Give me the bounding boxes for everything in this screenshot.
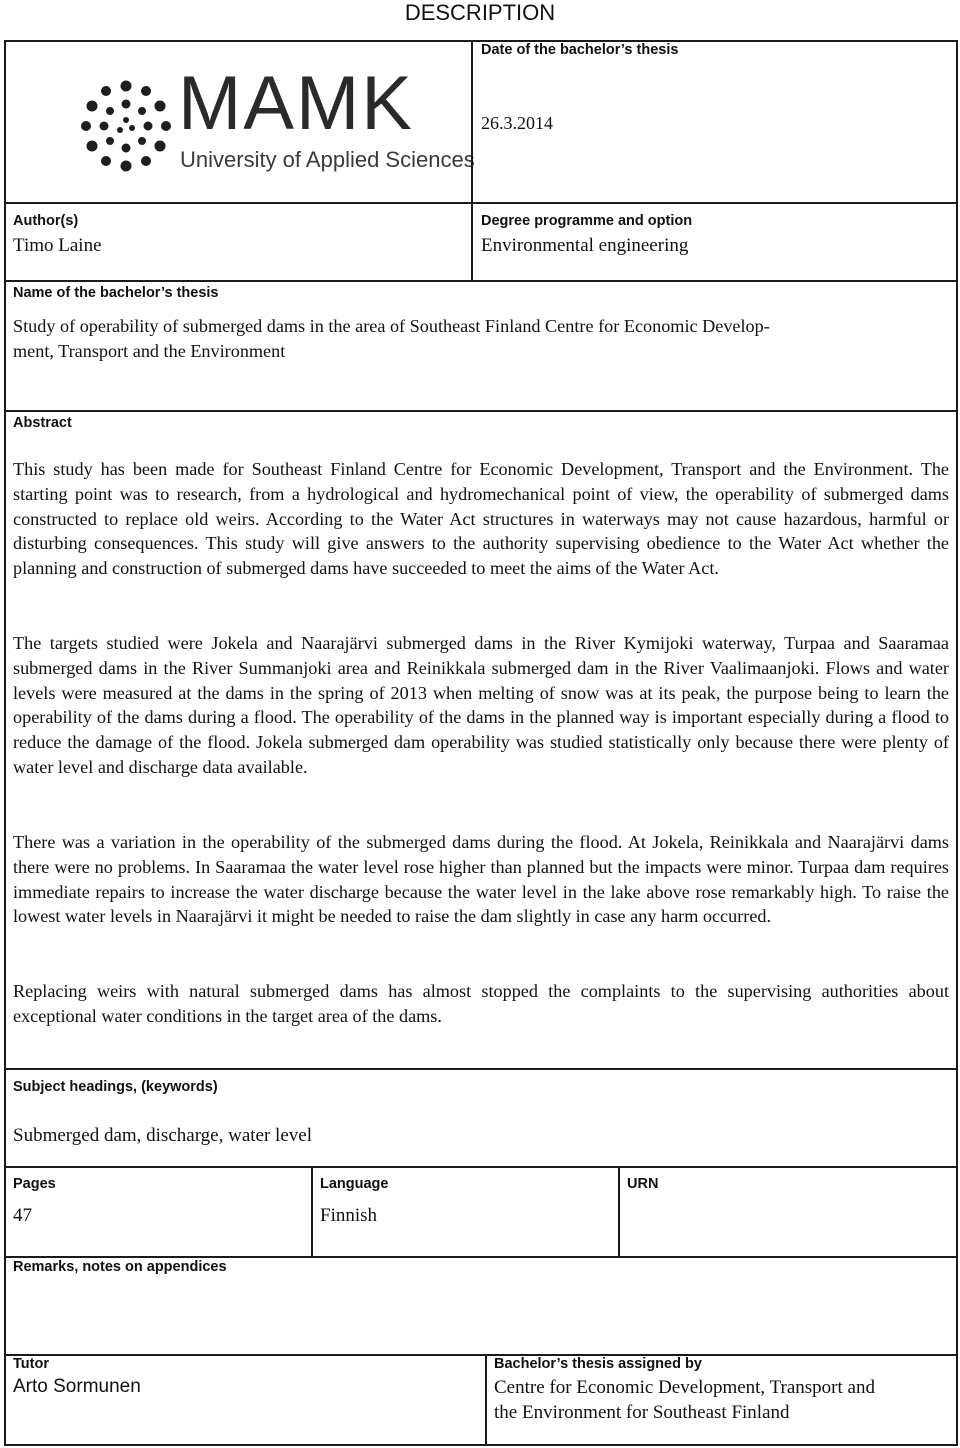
tutor-value: Arto Sormunen xyxy=(13,1376,141,1397)
abstract-label: Abstract xyxy=(13,415,72,431)
degree-cell xyxy=(471,202,958,282)
language-value: Finnish xyxy=(320,1205,378,1226)
author-value: Timo Laine xyxy=(13,235,102,256)
abstract-cell xyxy=(4,410,958,1070)
pages-cell xyxy=(4,1166,313,1258)
thesis-name-cell xyxy=(4,280,958,412)
urn-cell xyxy=(618,1166,958,1258)
date-label: Date of the bachelor’s thesis xyxy=(481,42,679,58)
date-value: 26.3.2014 xyxy=(481,113,553,133)
keywords-cell xyxy=(4,1068,958,1168)
author-cell xyxy=(4,202,473,282)
mamk-logo xyxy=(78,61,475,176)
pages-label: Pages xyxy=(13,1176,56,1192)
language-label: Language xyxy=(320,1176,389,1192)
pages-value: 47 xyxy=(13,1205,32,1226)
abstract-paragraph-1: This study has been made for Southeast Finland Centre for Economic Development, Transport and the Environment. The starting point was to research, from a hydrological and hydromechanical point of view, the operability of submerged dams constructed to replace old weirs. According to the Water Act structures in waterways may not cause hazardous, harmful or disturbing consequences. This study will give answers to the authority supervising obedience to the Water Act whether the planning and construction of submerged dams have succeeded to meet the aims of the Water Act. xyxy=(13,459,949,579)
degree-label: Degree programme and option xyxy=(481,213,693,229)
abstract-paragraph-3: There was a variation in the operability of the submerged dams during the flood. At Jokela, Reinikkala and Naarajärvi dams there were no problems. In Saaramaa the water level rose higher than planned but the impacts were minor. Turpaa dam requires immediate repairs to increase the water discharge because the water level in the lake above rose remarkably high. To raise the lowest water levels in Naarajärvi it might be needed to raise the dam slightly in case any harm occurred. xyxy=(13,832,949,927)
remarks-cell xyxy=(4,1256,958,1356)
tutor-label: Tutor xyxy=(13,1356,49,1372)
logo-subtitle: University of Applied Sciences xyxy=(180,147,475,172)
abstract-paragraph-2: The targets studied were Jokela and Naarajärvi submerged dams in the River Kymijoki waterway, Turpaa and Saaramaa submerged dams in the River Summanjoki area and Reinikkala submerged dam in the River Vaalimaanjoki. Flows and water levels were measured at the dams in the spring of 2013 when melting of snow was at its peak, the purpose being to learn the operability of the dams during a flood. The operability of the dams in the planned way is important especially during a flood to reduce the damage of the flood. Jokela submerged dam operability was studied statistically only because there were plenty of water level and discharge data available. xyxy=(13,633,949,777)
date-cell xyxy=(471,40,958,204)
remarks-label: Remarks, notes on appendices xyxy=(13,1259,227,1275)
degree-value: Environmental engineering xyxy=(481,235,689,256)
thesis-name-line-2: ment, Transport and the Environment xyxy=(13,341,286,361)
keywords-value: Submerged dam, discharge, water level xyxy=(13,1125,312,1146)
logo-cell xyxy=(4,40,473,204)
dot-circle-icon xyxy=(78,78,174,174)
assigned-by-line-2: the Environment for Southeast Finland xyxy=(494,1402,790,1423)
logo-wordmark: MAMK xyxy=(178,61,414,146)
page-heading: DESCRIPTION xyxy=(404,0,556,25)
keywords-label: Subject headings, (keywords) xyxy=(13,1079,218,1095)
thesis-name-line-1: Study of operability of submerged dams in the area of Southeast Finland Centre for Economic Develop- xyxy=(13,316,770,336)
urn-label: URN xyxy=(627,1176,659,1192)
assigned-by-line-1: Centre for Economic Development, Transport and xyxy=(494,1377,875,1398)
author-label: Author(s) xyxy=(13,213,79,229)
tutor-cell xyxy=(4,1354,487,1446)
abstract-paragraph-4: Replacing weirs with natural submerged dams has almost stopped the complaints to the supervising authorities about exceptional water conditions in the target area of the dams. xyxy=(13,981,949,1026)
language-cell xyxy=(311,1166,620,1258)
assigned-by-label: Bachelor’s thesis assigned by xyxy=(494,1356,702,1372)
assigned-by-cell xyxy=(485,1354,958,1446)
thesis-name-label: Name of the bachelor’s thesis xyxy=(13,285,219,301)
